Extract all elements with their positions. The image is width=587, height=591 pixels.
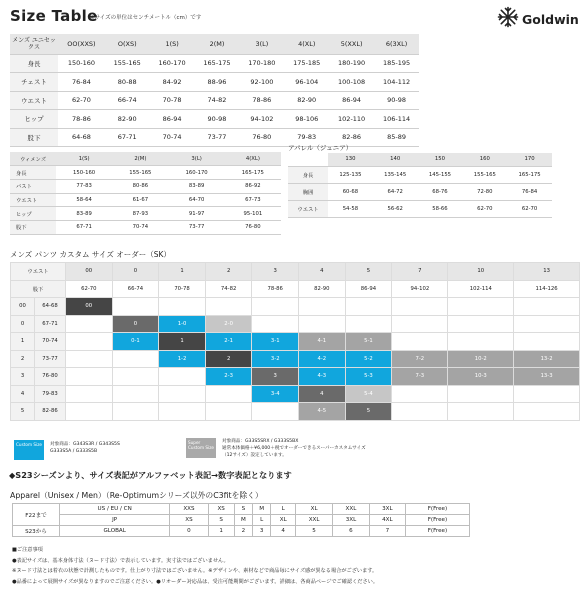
waist-size-header: 2 [205,263,252,281]
value-cell: 80-86 [112,179,168,193]
size-header: 150 [418,153,463,166]
value-cell: 125-135 [328,166,373,183]
custom-size-cell: 13-3 [514,368,580,386]
empty-cell [205,385,252,403]
value-cell: XL [271,515,296,526]
corner-header: メンズ ユニセックス [10,34,58,54]
value-cell: 95-101 [225,207,281,221]
table-row [10,152,281,166]
value-cell: 77-83 [56,179,112,193]
value-cell: 104-112 [374,73,419,92]
empty-cell [514,298,580,316]
table-row [10,166,281,180]
inseam-size: 0 [11,315,35,333]
size-header: 2(M) [195,34,240,54]
table-row [11,403,580,421]
value-cell: 54-58 [328,200,373,217]
custom-size-cell: 5-3 [345,368,392,386]
empty-cell [514,315,580,333]
value-cell: 0 [170,526,208,537]
size-header: 4(XL) [284,34,329,54]
empty-cell [159,403,206,421]
empty-cell [299,298,346,316]
value-cell: XXL [296,515,333,526]
value-cell: 80-88 [105,73,150,92]
value-cell: XL [296,504,333,515]
waist-size-header: 0 [112,263,159,281]
value-cell: 85-89 [374,128,419,147]
value-cell: 62-70 [462,200,507,217]
value-cell: M [234,515,252,526]
custom-size-cell: 2-0 [205,315,252,333]
note-line: ●品番によって展開サイズが異なりますのでご注意ください。●リオーダー対応品は、受注可能期間がございます。詳細は、各商品ページでご確認ください。 [12,578,379,585]
table-row [288,153,552,166]
empty-cell [159,368,206,386]
empty-cell [345,298,392,316]
size-header: O(XS) [105,34,150,54]
value-cell: 150-160 [58,54,105,73]
table-row [11,350,580,368]
value-cell: 98-106 [284,110,329,129]
corner-header [288,153,328,166]
size-header: 170 [507,153,552,166]
value-cell: 106-114 [374,110,419,129]
value-cell: JP [60,515,170,526]
waist-range-header: 74-82 [205,280,252,298]
value-cell: XS [170,515,208,526]
value-cell: 145-155 [418,166,463,183]
row-label: 身長 [10,54,58,73]
value-cell: 91-97 [169,207,225,221]
table-row [11,298,580,316]
men-size-table [10,34,419,147]
value-cell: 4 [271,526,296,537]
empty-cell [112,385,159,403]
custom-size-cell: 13-2 [514,350,580,368]
custom-size-cell: 2-3 [205,368,252,386]
custom-size-cell: 2-1 [205,333,252,351]
value-cell: 100-108 [329,73,374,92]
row-label: 身長 [288,166,328,183]
row-label: ヒップ [10,110,58,129]
inseam-range: 79-83 [35,385,66,403]
value-cell: 72-80 [462,183,507,200]
value-cell: 180-190 [329,54,374,73]
inseam-size: 5 [11,403,35,421]
junior-table-title: アパレル（ジュニア） [288,144,353,152]
empty-cell [345,315,392,333]
size-header: 1(S) [56,152,112,166]
table-row [10,34,419,54]
row-label: ウエスト [10,193,56,207]
size-header: 3(L) [239,34,284,54]
value-cell: 102-110 [329,110,374,129]
snowflake-logo-icon [497,6,519,32]
custom-size-legend-text: 対象商品：G343S3R / G343S5S G333S5A / G333S5B [50,442,120,454]
custom-size-legend-swatch: Custom Size [14,440,44,460]
custom-size-cell: 0 [112,315,159,333]
empty-cell [514,385,580,403]
custom-size-cell: 3-2 [252,350,299,368]
row-label: 身長 [10,166,56,180]
value-cell: 62-70 [58,91,105,110]
table-row [11,280,580,298]
custom-size-cell: 4-1 [299,333,346,351]
value-cell: 67-71 [105,128,150,147]
value-cell: 7 [369,526,405,537]
value-cell: 76-80 [225,220,281,234]
inseam-size: 3 [11,368,35,386]
empty-cell [448,403,514,421]
table-row [13,504,470,515]
custom-size-cell: 4-3 [299,368,346,386]
row-label: ヒップ [10,207,56,221]
value-cell: S [234,504,252,515]
table-row [13,515,470,526]
value-cell: F(Free) [405,504,469,515]
value-cell: 67-73 [225,193,281,207]
value-cell: 84-92 [150,73,195,92]
value-cell: 60-68 [328,183,373,200]
value-cell: 64-70 [169,193,225,207]
value-cell: 82-90 [284,91,329,110]
value-cell: 1 [208,526,234,537]
size-header: 6(3XL) [374,34,419,54]
waist-range-header: 86-94 [345,280,392,298]
notes-section [12,545,378,587]
size-header: 160 [462,153,507,166]
row-label: チェスト [10,73,58,92]
value-cell: GLOBAL [60,526,170,537]
value-cell: 165-175 [507,166,552,183]
value-cell: 78-86 [239,91,284,110]
size-header: 140 [373,153,418,166]
waist-range-header: 114-126 [514,280,580,298]
value-cell: 185-195 [374,54,419,73]
table-row [10,220,281,234]
super-custom-legend-text: 対象商品：G33S5SRX / G333S5BX 通常本体価格＋¥6,000＋税でオーダーできるスーパーカスタムサイズ （12サイズ）設定しています。 [222,439,366,458]
empty-cell [448,298,514,316]
value-cell: 86-94 [150,110,195,129]
waist-size-header: 5 [345,263,392,281]
waist-range-header: 78-86 [252,280,299,298]
custom-size-cell: 4-2 [299,350,346,368]
empty-cell [392,333,448,351]
inseam-range: 73-77 [35,350,66,368]
table-row [13,526,470,537]
value-cell: 79-83 [284,128,329,147]
custom-size-cell: 4 [299,385,346,403]
inseam-range: 64-68 [35,298,66,316]
custom-size-cell: 3 [252,368,299,386]
apparel-table-title: Apparel（Unisex / Men）（Re-Optimumシリーズ以外のC3fitを除く） [10,491,263,500]
super-custom-legend-swatch: Super Custom Size [186,438,216,458]
custom-size-cell: 3-4 [252,385,299,403]
waist-range-header: 66-74 [112,280,159,298]
inseam-size: 2 [11,350,35,368]
value-cell: 96-104 [284,73,329,92]
row-group-label: S23から [13,526,60,537]
waist-label: ウエスト [11,263,66,281]
value-cell: 2 [234,526,252,537]
size-header: 5(XXL) [329,34,374,54]
inseam-size: 00 [11,298,35,316]
value-cell: 87-93 [112,207,168,221]
custom-order-title: メンズ パンツ カスタム サイズ オーダー（SK） [10,250,171,259]
unit-note: ※サイズの単位はセンチメートル（cm）です [90,15,202,21]
row-group-label: F22まで [13,504,60,526]
note-line: ※ヌード寸法とは着衣の状態で計測したものです。仕上がり寸法ではございません。※デザインや、素材などで商品毎にサイズ感が異なる場合がございます。 [12,568,378,574]
empty-cell [159,298,206,316]
empty-cell [392,298,448,316]
value-cell: F(Free) [405,515,469,526]
women-size-table [10,152,281,235]
waist-size-header: 7 [392,263,448,281]
table-row [10,207,281,221]
inseam-size: 4 [11,385,35,403]
custom-size-cell: 7-2 [392,350,448,368]
custom-size-cell: 00 [66,298,113,316]
table-row [11,368,580,386]
inseam-range: 82-86 [35,403,66,421]
table-row [10,179,281,193]
value-cell: 160-170 [169,166,225,180]
custom-size-cell: 7-3 [392,368,448,386]
value-cell: 66-74 [105,91,150,110]
value-cell: L [271,504,296,515]
waist-range-header: 102-114 [448,280,514,298]
custom-size-cell: 1 [159,333,206,351]
inseam-range: 76-80 [35,368,66,386]
note-line: ●表記サイズは、基本身体寸法（ヌード寸法）で表示しています。実寸法ではございません。 [12,557,229,564]
waist-size-header: 00 [66,263,113,281]
table-row [11,385,580,403]
empty-cell [66,333,113,351]
table-row [11,263,580,281]
custom-size-cell: 2 [205,350,252,368]
empty-cell [392,315,448,333]
value-cell: 90-98 [195,110,240,129]
value-cell: S [208,515,234,526]
value-cell: 76-80 [239,128,284,147]
size-header: 4(XL) [225,152,281,166]
value-cell: 56-62 [373,200,418,217]
waist-range-header: 82-90 [299,280,346,298]
row-label: ウエスト [10,91,58,110]
empty-cell [514,403,580,421]
value-cell: 58-66 [418,200,463,217]
size-header: 1(S) [150,34,195,54]
value-cell: 155-165 [105,54,150,73]
value-cell: 83-89 [169,179,225,193]
empty-cell [112,368,159,386]
empty-cell [392,385,448,403]
size-notation-notice: ◆S23シーズンより、サイズ表記がアルファベット表記→数字表記となります [9,470,292,480]
value-cell: M [253,504,271,515]
corner-header: ウィメンズ [10,152,56,166]
empty-cell [514,333,580,351]
empty-cell [159,385,206,403]
empty-cell [66,385,113,403]
page-title: Size Table [10,7,98,25]
custom-size-cell: 5-2 [345,350,392,368]
value-cell: 70-74 [112,220,168,234]
waist-size-header: 13 [514,263,580,281]
value-cell: 90-98 [374,91,419,110]
custom-order-table [10,262,580,421]
size-header: 3(L) [169,152,225,166]
empty-cell [112,298,159,316]
custom-size-cell: 0-1 [112,333,159,351]
empty-cell [448,333,514,351]
custom-size-cell: 10-3 [448,368,514,386]
value-cell: 70-78 [150,91,195,110]
row-label: ウエスト [288,200,328,217]
value-cell: 76-84 [507,183,552,200]
value-cell: 3XL [369,504,405,515]
empty-cell [205,298,252,316]
table-row [10,73,419,92]
waist-size-header: 10 [448,263,514,281]
value-cell: 6 [333,526,370,537]
waist-size-header: 4 [299,263,346,281]
size-header: OO(XXS) [58,34,105,54]
custom-size-cell: 1-2 [159,350,206,368]
table-row [288,183,552,200]
value-cell: 70-74 [150,128,195,147]
value-cell: 155-165 [112,166,168,180]
waist-range-header: 94-102 [392,280,448,298]
waist-size-header: 1 [159,263,206,281]
empty-cell [448,315,514,333]
empty-cell [299,315,346,333]
value-cell: XS [208,504,234,515]
custom-size-cell: 3-1 [252,333,299,351]
value-cell: 78-86 [58,110,105,129]
empty-cell [66,368,113,386]
table-row [10,128,419,147]
custom-size-cell: 4-5 [299,403,346,421]
value-cell: 175-185 [284,54,329,73]
size-header: 2(M) [112,152,168,166]
empty-cell [66,315,113,333]
value-cell: XXS [170,504,208,515]
table-row [10,110,419,129]
table-row [11,333,580,351]
table-row [288,200,552,217]
row-label: 胸囲 [288,183,328,200]
value-cell: 3 [253,526,271,537]
value-cell: XXL [333,504,370,515]
empty-cell [252,315,299,333]
empty-cell [112,403,159,421]
value-cell: 150-160 [56,166,112,180]
value-cell: 4XL [369,515,405,526]
value-cell: L [253,515,271,526]
brand-logo[interactable] [497,6,581,32]
table-row [288,166,552,183]
apparel-conversion-table [12,503,470,537]
value-cell: 155-165 [462,166,507,183]
value-cell: 73-77 [169,220,225,234]
custom-size-cell: 10-2 [448,350,514,368]
waist-size-header: 3 [252,263,299,281]
value-cell: 68-76 [418,183,463,200]
empty-cell [66,403,113,421]
value-cell: 64-68 [58,128,105,147]
value-cell: 61-67 [112,193,168,207]
value-cell: 165-175 [195,54,240,73]
value-cell: 73-77 [195,128,240,147]
custom-size-cell: 5-1 [345,333,392,351]
value-cell: 62-70 [507,200,552,217]
value-cell: 86-94 [329,91,374,110]
junior-size-table [288,153,552,218]
empty-cell [392,403,448,421]
empty-cell [252,403,299,421]
table-row [10,91,419,110]
value-cell: 5 [296,526,333,537]
table-row [11,315,580,333]
table-row [10,193,281,207]
inseam-range: 67-71 [35,315,66,333]
custom-size-cell: 5-4 [345,385,392,403]
inseam-size: 1 [11,333,35,351]
empty-cell [205,403,252,421]
row-label: バスト [10,179,56,193]
value-cell: 74-82 [195,91,240,110]
empty-cell [252,298,299,316]
value-cell: 82-90 [105,110,150,129]
value-cell: 135-145 [373,166,418,183]
value-cell: 67-71 [56,220,112,234]
waist-range-header: 70-78 [159,280,206,298]
value-cell: 170-180 [239,54,284,73]
value-cell: 92-100 [239,73,284,92]
value-cell: 82-86 [329,128,374,147]
value-cell: US / EU / CN [60,504,170,515]
row-label: 股下 [10,220,56,234]
value-cell: 83-89 [56,207,112,221]
size-header: 130 [328,153,373,166]
brand-name: Goldwin [522,11,579,27]
table-row [10,54,419,73]
custom-size-cell: 5 [345,403,392,421]
value-cell: 3XL [333,515,370,526]
value-cell: 86-92 [225,179,281,193]
value-cell: 160-170 [150,54,195,73]
inseam-range: 70-74 [35,333,66,351]
value-cell: 94-102 [239,110,284,129]
value-cell: 58-64 [56,193,112,207]
empty-cell [112,350,159,368]
value-cell: 165-175 [225,166,281,180]
inseam-label: 股下 [11,280,66,298]
waist-range-header: 62-70 [66,280,113,298]
notes-heading: ■ご注意事項 [12,547,43,553]
value-cell: 88-96 [195,73,240,92]
row-label: 股下 [10,128,58,147]
empty-cell [448,385,514,403]
value-cell: 76-84 [58,73,105,92]
value-cell: 64-72 [373,183,418,200]
custom-size-cell: 1-0 [159,315,206,333]
value-cell: F(Free) [405,526,469,537]
empty-cell [66,350,113,368]
